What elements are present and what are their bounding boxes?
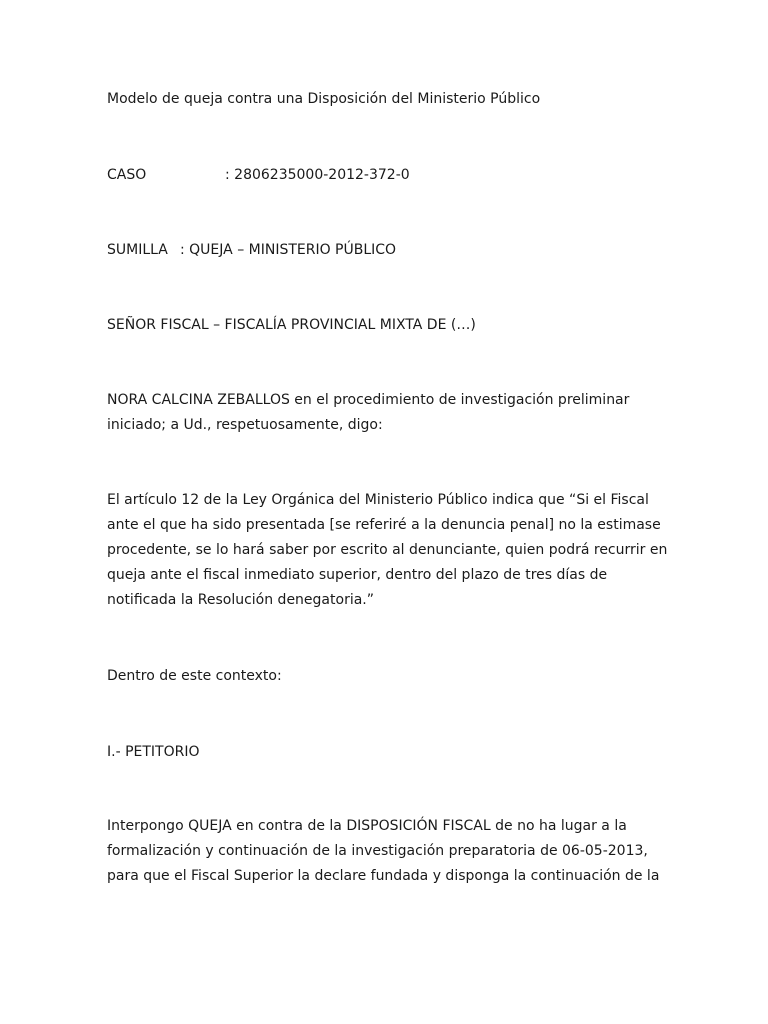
addressee-line: SEÑOR FISCAL – FISCALÍA PROVINCIAL MIXTA DE (…) — [107, 317, 476, 333]
article-line: notificada la Resolución denegatoria.” — [107, 592, 374, 608]
sumilla-line — [107, 240, 396, 260]
article-paragraph — [107, 488, 682, 613]
petition-line: para que el Fiscal Superior la declare fundada y disponga la continuación de la — [107, 868, 660, 884]
document-title: Modelo de queja contra una Disposición del Ministerio Público — [107, 91, 541, 107]
caso-value: : 2806235000-2012-372-0 — [225, 167, 410, 183]
intro-line: iniciado; a Ud., respetuosamente, digo: — [107, 417, 383, 433]
article-line: El artículo 12 de la Ley Orgánica del Ministerio Público indica que “Si el Fiscal — [107, 492, 649, 508]
article-line: ante el que ha sido presentada [se referiré a la denuncia penal] no la estimase — [107, 517, 661, 533]
petition-line: formalización y continuación de la investigación preparatoria de 06-05-2013, — [107, 843, 648, 859]
intro-line: NORA CALCINA ZEBALLOS en el procedimiento de investigación preliminar — [107, 392, 630, 408]
section-heading-petitorio: I.- PETITORIO — [107, 744, 200, 760]
intro-paragraph — [107, 388, 682, 438]
petition-paragraph — [107, 814, 682, 889]
article-line: procedente, se lo hará saber por escrito al denunciante, quien podrá recurrir en — [107, 542, 668, 558]
article-line: queja ante el fiscal inmediato superior, dentro del plazo de tres días de — [107, 567, 608, 583]
sumilla-label: SUMILLA — [107, 242, 168, 258]
sumilla-value: : QUEJA – MINISTERIO PÚBLICO — [180, 242, 397, 258]
context-line: Dentro de este contexto: — [107, 668, 282, 684]
petition-line: Interpongo QUEJA en contra de la DISPOSICIÓN FISCAL de no ha lugar a la — [107, 818, 627, 834]
caso-label: CASO — [107, 167, 147, 183]
caso-line — [107, 165, 410, 185]
